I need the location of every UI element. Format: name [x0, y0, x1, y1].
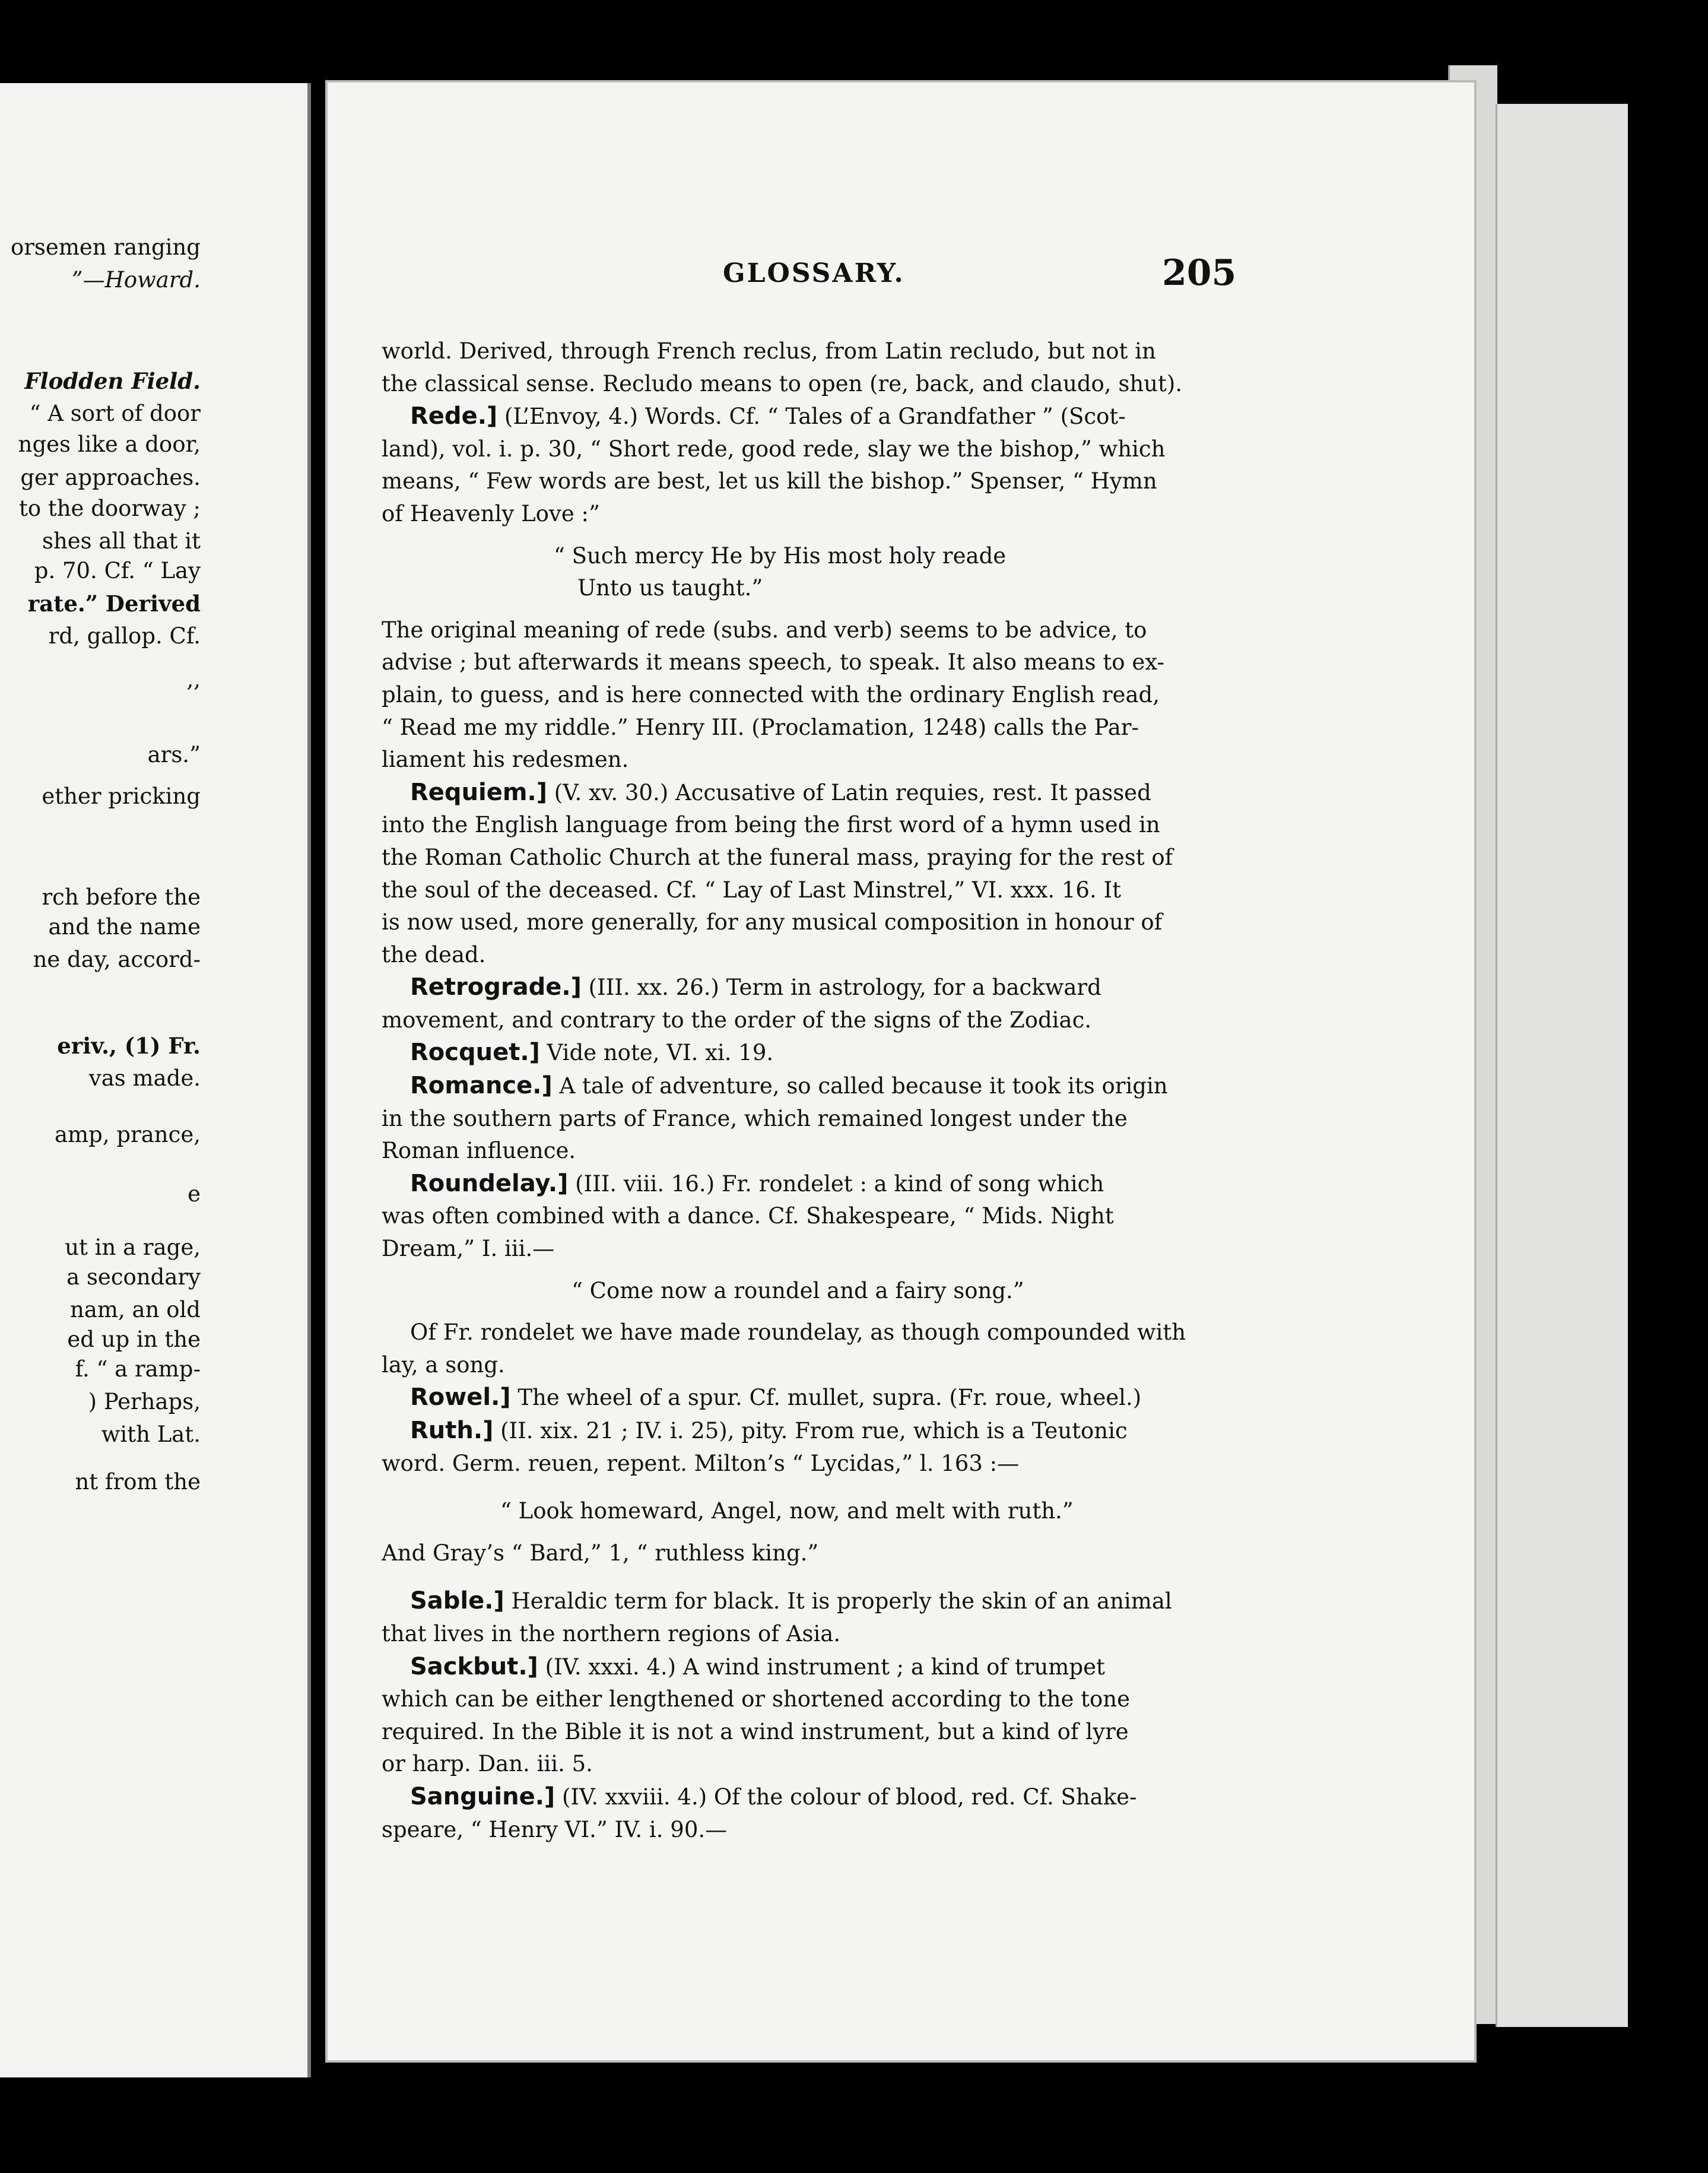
left-page-fragment: ,, [186, 667, 201, 692]
left-page-fragment: shes all that it [42, 528, 201, 554]
left-page-fragment: and the name [48, 914, 201, 940]
text-line: word. Germ. reuen, repent. Milton’s “ Lycidas,” l. 163 :— [382, 1450, 1020, 1476]
entry-headword: Requiem.] [410, 778, 548, 806]
text-line: Roman influence. [382, 1138, 576, 1164]
text-line: liament his redesmen. [382, 747, 629, 773]
text-line: of Heavenly Love :” [382, 500, 600, 526]
entry-headword: Roundelay.] [410, 1169, 569, 1197]
left-page-fragment: amp, prance, [55, 1122, 201, 1147]
left-page-fragment: vas made. [88, 1065, 201, 1091]
glossary-entry-rocquet [382, 1036, 1236, 1070]
left-page-fragment: ed up in the [67, 1327, 201, 1352]
quotation: “ Such mercy He by His most holy reade [554, 543, 1007, 569]
left-page-fragment: eriv., (1) Fr. [57, 1033, 201, 1059]
left-page-fragment: ger approaches. [20, 465, 201, 490]
glossary-entry-sanguine [382, 1781, 1236, 1814]
text-line: advise ; but afterwards it means speech, to speak. It also means to ex- [382, 649, 1164, 675]
text-line: The original meaning of rede (subs. and verb) seems to be advice, to [382, 617, 1147, 643]
glossary-entry-sable [382, 1585, 1236, 1618]
glossary-body [382, 335, 1236, 1846]
entry-text: Heraldic term for black. It is properly the skin of an animal [504, 1588, 1172, 1614]
entry-headword: Rocquet.] [410, 1039, 540, 1067]
entry-text: (L’Envoy, 4.) Words. Cf. “ Tales of a Grandfather ” (Scot- [497, 404, 1126, 430]
left-page-fragment: Flodden Field. [24, 368, 201, 394]
text-line: the classical sense. Recludo means to open (re, back, and claudo, shut). [382, 370, 1183, 396]
entry-headword: Ruth.] [410, 1417, 494, 1444]
text-line: Of Fr. rondelet we have made roundelay, as though compounded with [410, 1319, 1186, 1346]
entry-headword: Rowel.] [410, 1384, 511, 1411]
entry-text: (III. xx. 26.) Term in astrology, for a backward [581, 975, 1101, 1001]
text-line: plain, to guess, and is here connected with the ordinary English read, [382, 681, 1160, 708]
text-line: was often combined with a dance. Cf. Shakespeare, “ Mids. Night [382, 1203, 1114, 1229]
text-line: lay, a song. [382, 1352, 505, 1378]
page-number: 205 [1162, 252, 1237, 294]
entry-headword: Retrograde.] [410, 973, 582, 1001]
left-page-fragment: rch before the [42, 884, 201, 910]
text-line: the Roman Catholic Church at the funeral mass, praying for the rest of [382, 844, 1173, 870]
left-page-fragment: ne day, accord- [33, 947, 201, 972]
left-page-fragment: “ A sort of door [29, 401, 201, 426]
text-line: speare, “ Henry VI.” IV. i. 90.— [382, 1816, 728, 1842]
text-line: which can be either lengthened or shortened according to the tone [382, 1686, 1130, 1712]
quotation: “ Look homeward, Angel, now, and melt with ruth.” [500, 1498, 1074, 1524]
text-line: into the English language from being the first word of a hymn used in [382, 812, 1160, 838]
left-page-fragment: ”—Howard. [71, 267, 201, 293]
text-line: required. In the Bible it is not a wind instrument, but a kind of lyre [382, 1718, 1129, 1744]
entry-headword: Sackbut.] [410, 1652, 538, 1680]
entry-text: (IV. xxxi. 4.) A wind instrument ; a kind of trumpet [538, 1654, 1105, 1680]
entry-headword: Romance.] [410, 1072, 553, 1100]
glossary-entry-romance [382, 1070, 1236, 1103]
left-page-fragment: with Lat. [101, 1422, 201, 1447]
entry-text: A tale of adventure, so called because it took its origin [552, 1073, 1168, 1099]
text-line: that lives in the northern regions of Asia. [382, 1620, 841, 1647]
running-head: GLOSSARY. [723, 258, 905, 288]
text-line: And Gray’s “ Bard,” 1, “ ruthless king.” [382, 1540, 819, 1566]
quotation: Unto us taught.” [577, 575, 763, 601]
text-line: in the southern parts of France, which remained longest under the [382, 1105, 1128, 1131]
text-line: movement, and contrary to the order of the signs of the Zodiac. [382, 1007, 1092, 1033]
entry-headword: Sable.] [410, 1587, 504, 1615]
left-page-fragment: a secondary [66, 1264, 201, 1290]
left-page-fragment: rd, gallop. Cf. [48, 623, 201, 649]
left-page-fragment: ether pricking [42, 783, 201, 809]
glossary-entry-rede [382, 400, 1236, 433]
left-page-fragment: e [188, 1181, 201, 1207]
entry-headword: Sanguine.] [410, 1782, 555, 1810]
left-page-fragment: ut in a rage, [65, 1235, 201, 1260]
left-facing-page [0, 83, 311, 2077]
text-line: the soul of the deceased. Cf. “ Lay of Last Minstrel,” VI. xxx. 16. It [382, 877, 1121, 903]
quotation: “ Come now a roundel and a fairy song.” [572, 1277, 1024, 1303]
left-page-fragment: p. 70. Cf. “ Lay [34, 558, 201, 583]
left-page-fragment: f. “ a ramp- [75, 1356, 201, 1382]
text-line: means, “ Few words are best, let us kill the bishop.” Spenser, “ Hymn [382, 468, 1157, 494]
glossary-entry-ruth [382, 1414, 1236, 1448]
text-line: or harp. Dan. iii. 5. [382, 1751, 593, 1777]
glossary-entry-rowel [382, 1381, 1236, 1414]
glossary-entry-sackbut [382, 1651, 1236, 1684]
left-page-fragment: orsemen ranging [10, 234, 201, 260]
page-edge-back [1496, 104, 1628, 2027]
entry-text: (V. xv. 30.) Accusative of Latin requies, rest. It passed [547, 779, 1151, 805]
left-page-fragment: rate.” Derived [27, 591, 201, 617]
entry-text: Vide note, VI. xi. 19. [539, 1040, 774, 1066]
left-page-fragment: nges like a door, [18, 432, 201, 457]
entry-text: (IV. xxviii. 4.) Of the colour of blood, red. Cf. Shake- [555, 1784, 1137, 1810]
glossary-entry-retrograde [382, 971, 1236, 1004]
glossary-page [325, 80, 1477, 2063]
entry-headword: Rede.] [410, 402, 498, 430]
text-line: Dream,” I. iii.— [382, 1236, 555, 1262]
entry-text: (II. xix. 21 ; IV. i. 25), pity. From rue, which is a Teutonic [493, 1418, 1128, 1444]
left-page-fragment: ars.” [147, 742, 201, 767]
left-page-fragment: nt from the [75, 1469, 201, 1495]
left-page-fragment: nam, an old [70, 1297, 201, 1322]
glossary-entry-requiem [382, 776, 1236, 810]
left-page-fragment: to the doorway ; [18, 496, 201, 521]
glossary-entry-roundelay [382, 1168, 1236, 1201]
entry-text: The wheel of a spur. Cf. mullet, supra. (Fr. roue, wheel.) [510, 1385, 1142, 1411]
left-page-fragment: ) Perhaps, [88, 1389, 201, 1414]
text-line: the dead. [382, 941, 486, 967]
text-line: world. Derived, through French reclus, from Latin recludo, but not in [382, 338, 1156, 364]
entry-text: (III. viii. 16.) Fr. rondelet : a kind of song which [568, 1170, 1104, 1197]
text-line: “ Read me my riddle.” Henry III. (Proclamation, 1248) calls the Par- [382, 714, 1139, 740]
text-line: is now used, more generally, for any musical composition in honour of [382, 909, 1163, 935]
text-line: land), vol. i. p. 30, “ Short rede, good rede, slay we the bishop,” which [382, 436, 1166, 462]
